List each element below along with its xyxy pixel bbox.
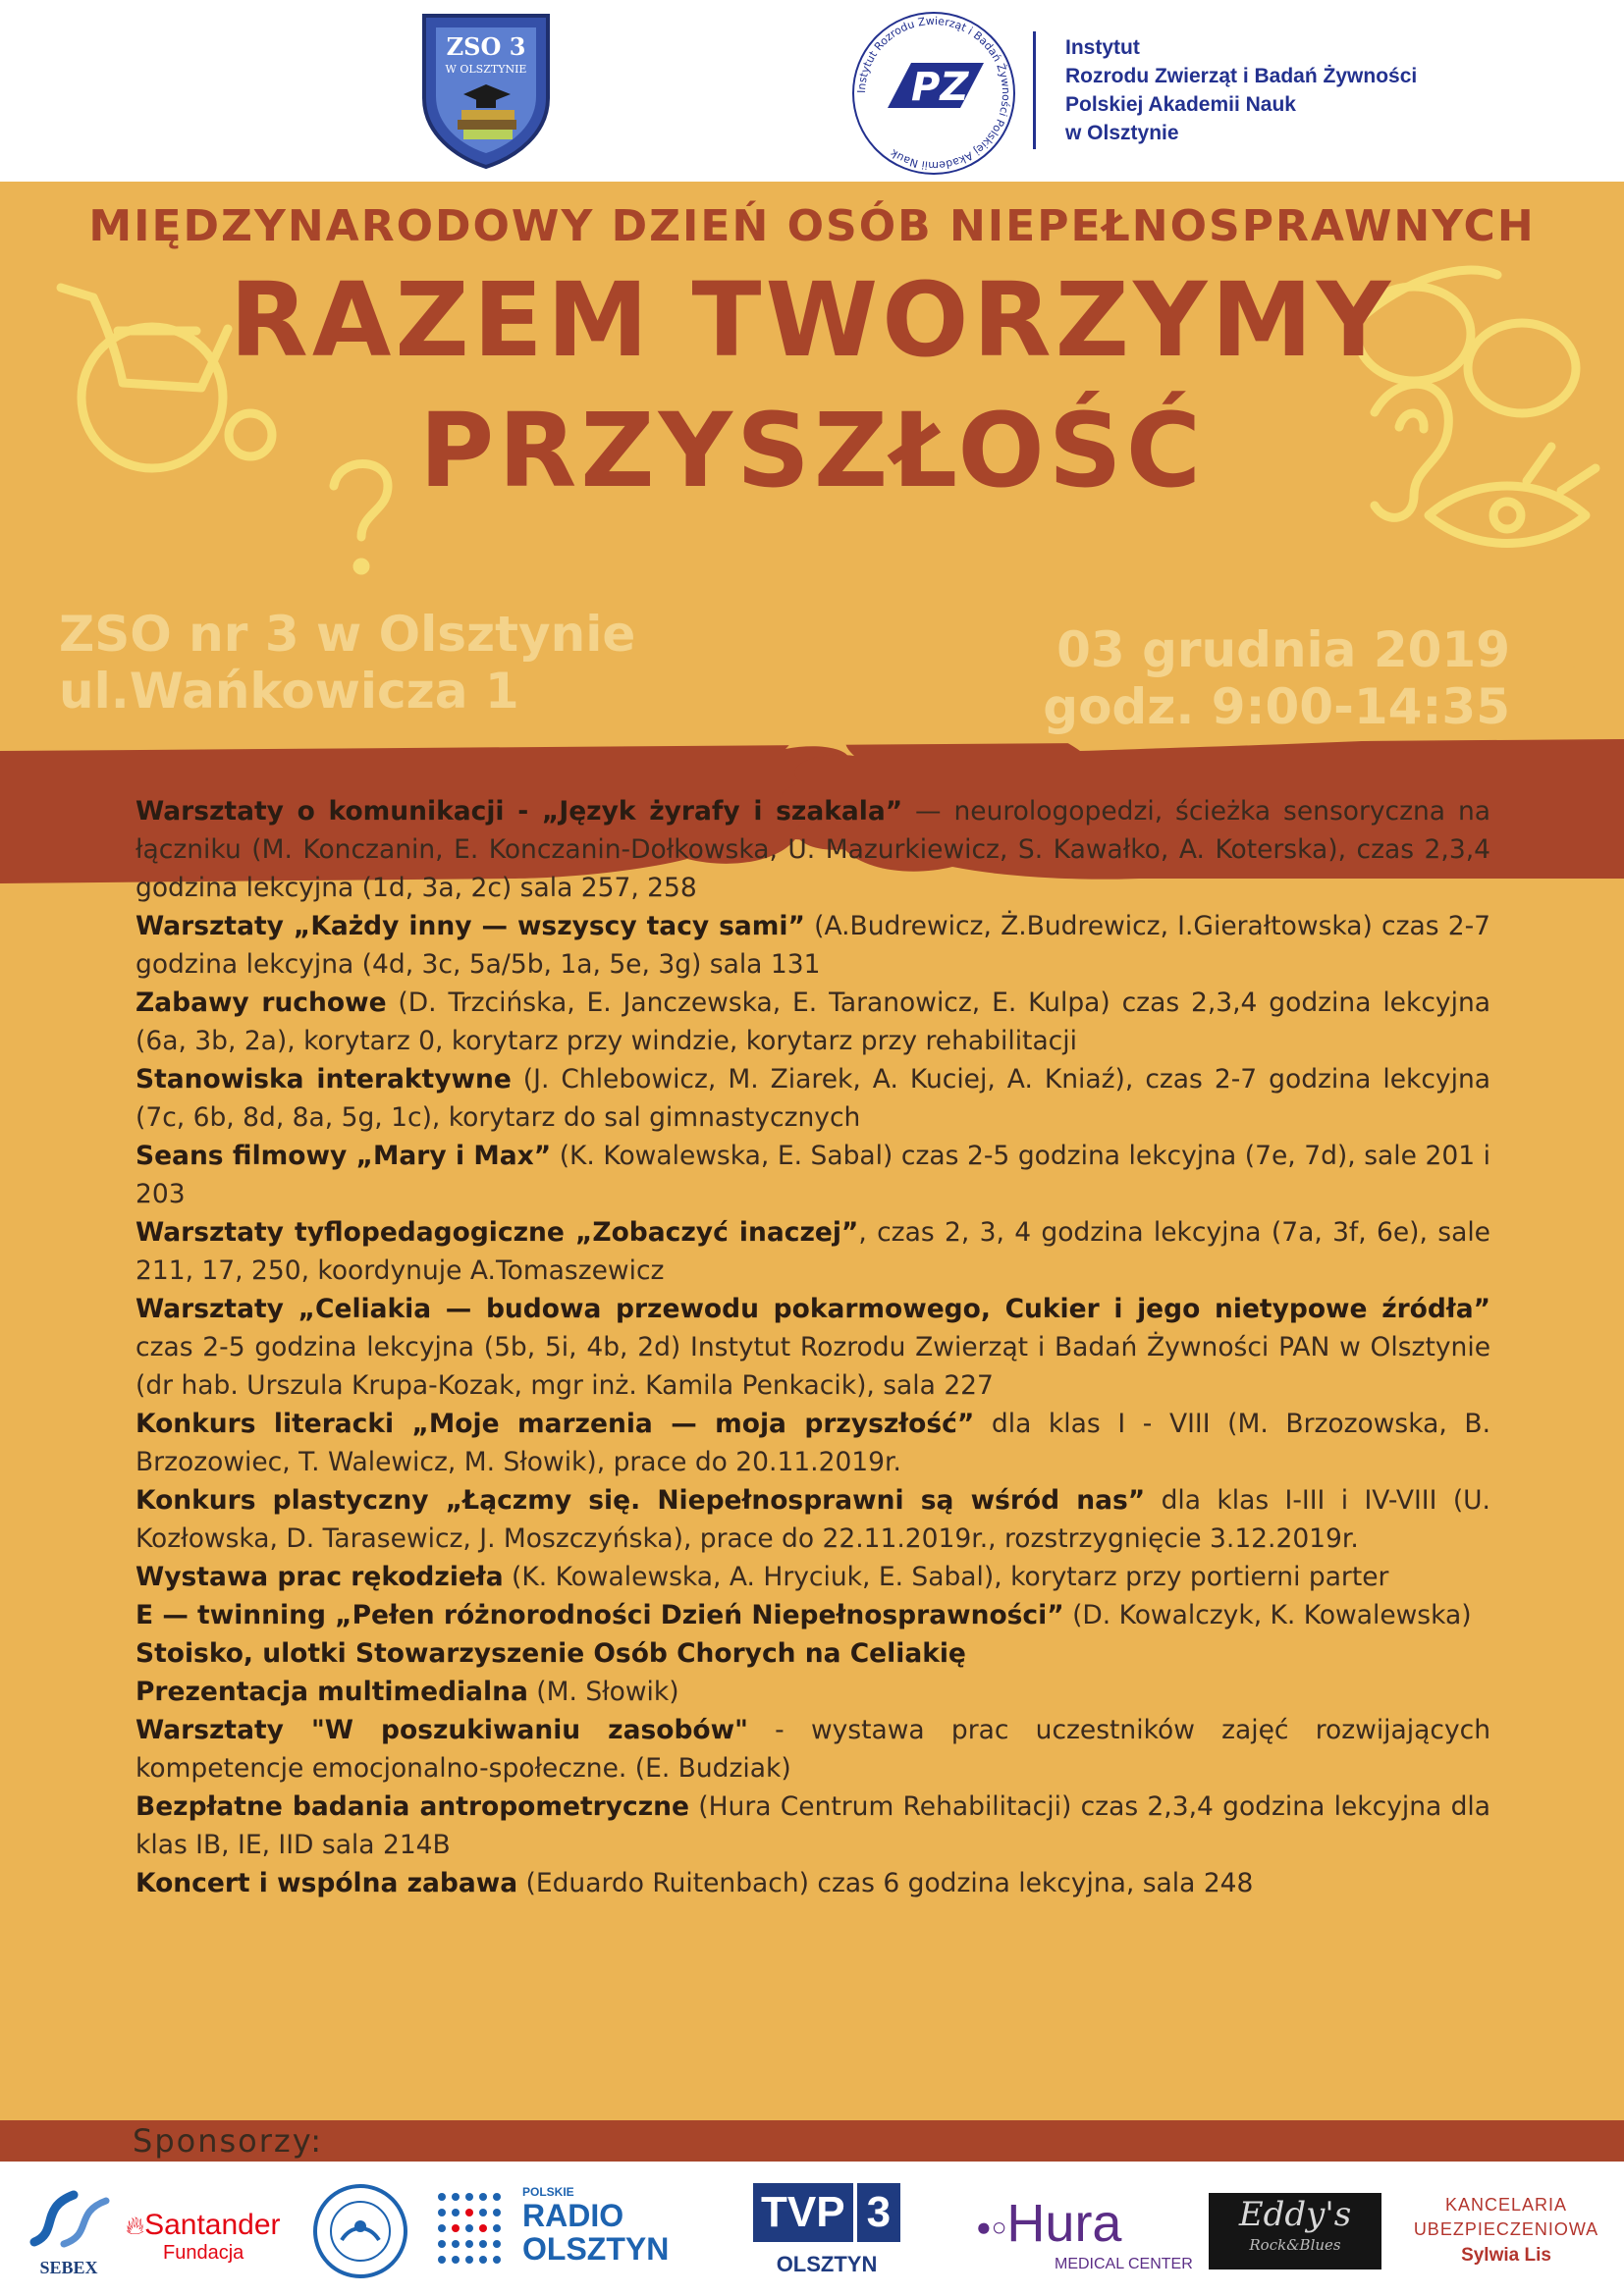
program-item: Warsztaty „Celiakia — budowa przewodu pokarmowego, Cukier i jego nietypowe źródła” czas 2-5 godzina lekcyjna (5b, 5i, 4b, 2d) Instytut Rozrodu Zwierząt i Badań Żywności PAN w Olsztynie (dr hab. Urszula Krupa-Kozak, mgr inż. Kamila Penkacik), sala 227 [135,1294,1490,1401]
sponsors-label: Sponsorzy: [133,2122,324,2160]
program-item: Koncert i wspólna zabawa (Eduardo Ruitenbach) czas 6 godzina lekcyjna, sala 248 [135,1868,1254,1898]
sebex-mark-icon [20,2183,118,2254]
program-item: Zabawy ruchowe (D. Trzcińska, E. Janczewska, E. Taranowicz, E. Kulpa) czas 2,3,4 godzina lekcyjna (6a, 3b, 2a), korytarz 0, korytarz przy windzie, korytarz przy rehabilitacji [135,988,1490,1056]
sebex-logo: SEBEX [20,2183,118,2276]
header [0,0,1624,182]
school-badge-logo [405,8,568,171]
venue-line-2: ul.Wańkowicza 1 [59,663,519,720]
association-seal-logo [312,2183,408,2279]
poster [0,182,1624,2120]
venue [59,606,635,720]
svg-text:ZSO 3: ZSO 3 [446,32,526,61]
kancelaria-logo: KANCELARIA UBEZPIECZENIOWA Sylwia Lis [1413,2195,1599,2266]
tvp3-logo: TVP 3 OLSZTYN [753,2183,900,2277]
program-item: Stoisko, ulotki Stowarzyszenie Osób Chorych na Celiakię [135,1638,966,1669]
institute-divider [1033,31,1036,149]
program-item: Warsztaty o komunikacji - „Język żyrafy i szakala” — neurologopedzi, ścieżka sensoryczna na łączniku (M. Konczanin, E. Konczanin-Dołkowska, U. Mazurkiewicz, S. Kawałko, A. Koterska), czas 2,3,4 godzina lekcyjna (1d, 3a, 2c) sala 257, 258 [135,796,1490,903]
svg-text:W OLSZTYNIE: W OLSZTYNIE [445,63,527,76]
sponsor-strip: SEBEX 🔥︎Santander Fundacja POLSKIE RADIO OLSZTYN TVP 3 OLSZTYN ●○Hura MEDICAL CENTER Eddy's Rock&Blues KANCELARIA UBEZPIECZENIOWA Sylwia Lis [0,2162,1624,2296]
title-line-1: RAZEM TWORZYMY [229,260,1395,380]
hura-logo: ●○Hura MEDICAL CENTER [976,2194,1193,2272]
program-item: Prezentacja multimedialna (M. Słowik) [135,1677,679,1707]
hura-dots-icon: ●○ [976,2212,1007,2242]
program-item: Konkurs literacki „Moje marzenia — moja przyszłość” dla klas I - VIII (M. Brzozowska, B. Brzozowiec, T. Walewicz, M. Słowik), prace do 20.11.2019r. [135,1409,1491,1477]
title-line-2: PRZYSZŁOŚĆ [418,391,1206,510]
program-item: Wystawa prac rękodzieła (K. Kowalewska, A. Hryciuk, E. Sabal), korytarz przy portierni parter [135,1562,1389,1592]
event-date [1043,621,1510,735]
event-name: MIĘDZYNARODOWY DZIEŃ OSÓB NIEPEŁNOSPRAWNYCH [88,201,1536,251]
program-item: Warsztaty "W poszukiwaniu zasobów" - wystawa prac uczestników zajęć rozwijających kompetencje emocjonalno-społeczne. (E. Budziak) [135,1715,1491,1784]
eddys-logo: Eddy's Rock&Blues [1209,2193,1381,2269]
program-item: Warsztaty „Każdy inny — wszyscy tacy sami” (A.Budrewicz, Ż.Budrewicz, I.Gierałtowska) czas 2-7 godzina lekcyjna (4d, 3c, 5a/5b, 1a, 5e, 3g) sala 131 [135,911,1491,980]
program-item: Seans filmowy „Mary i Max” (K. Kowalewska, E. Sabal) czas 2-5 godzina lekcyjna (7e, 7d), sale 201 i 203 [135,1141,1490,1209]
date-line: 03 grudnia 2019 [1056,621,1510,678]
venue-line-1: ZSO nr 3 w Olsztynie [59,606,636,663]
program-item: Bezpłatne badania antropometryczne (Hura Centrum Rehabilitacji) czas 2,3,4 godzina lekcyjna dla klas IB, IE, IID sala 214B [135,1791,1490,1860]
radio-dots-icon [432,2187,507,2271]
institute-seal-logo [846,6,1021,181]
svg-text:PZ: PZ [911,65,969,110]
program-item: Warsztaty tyflopedagogiczne „Zobaczyć inaczej”, czas 2, 3, 4 godzina lekcyjna (7a, 3f, 6e), sale 211, 17, 250, koordynuje A.Tomaszewicz [135,1217,1490,1286]
svg-text:Instytut Rozrodu Zwierząt i Ba: Instytut Rozrodu Zwierząt i Badań Żywności Polskiej Akademii Nauk [854,14,1013,173]
santander-flame-icon: 🔥︎ [126,2211,145,2240]
program-item: Konkurs plastyczny „Łączmy się. Niepełnosprawni są wśród nas” dla klas I-III i IV-VIII (U. Kozłowska, D. Tarasewicz, J. Moszczyńska), prace do 22.11.2019r., rozstrzygnięcie 3.12.2019r. [135,1485,1490,1554]
time-line: godz. 9:00-14:35 [1043,678,1510,735]
program-item: Stanowiska interaktywne (J. Chlebowicz, M. Ziarek, A. Kuciej, A. Kniaź), czas 2-7 godzina lekcyjna (7c, 6b, 8d, 8a, 5g, 1c), korytarz do sal gimnastycznych [135,1064,1490,1133]
program-list [135,792,1490,1902]
institute-name: Instytut Rozrodu Zwierząt i Badań Żywności Polskiej Akademii Nauk w Olsztynie [1065,36,1418,144]
santander-logo: 🔥︎Santander Fundacja [126,2209,281,2264]
program-item: E — twinning „Pełen różnorodności Dzień Niepełnosprawności” (D. Kowalczyk, K. Kowalewska) [135,1600,1472,1630]
